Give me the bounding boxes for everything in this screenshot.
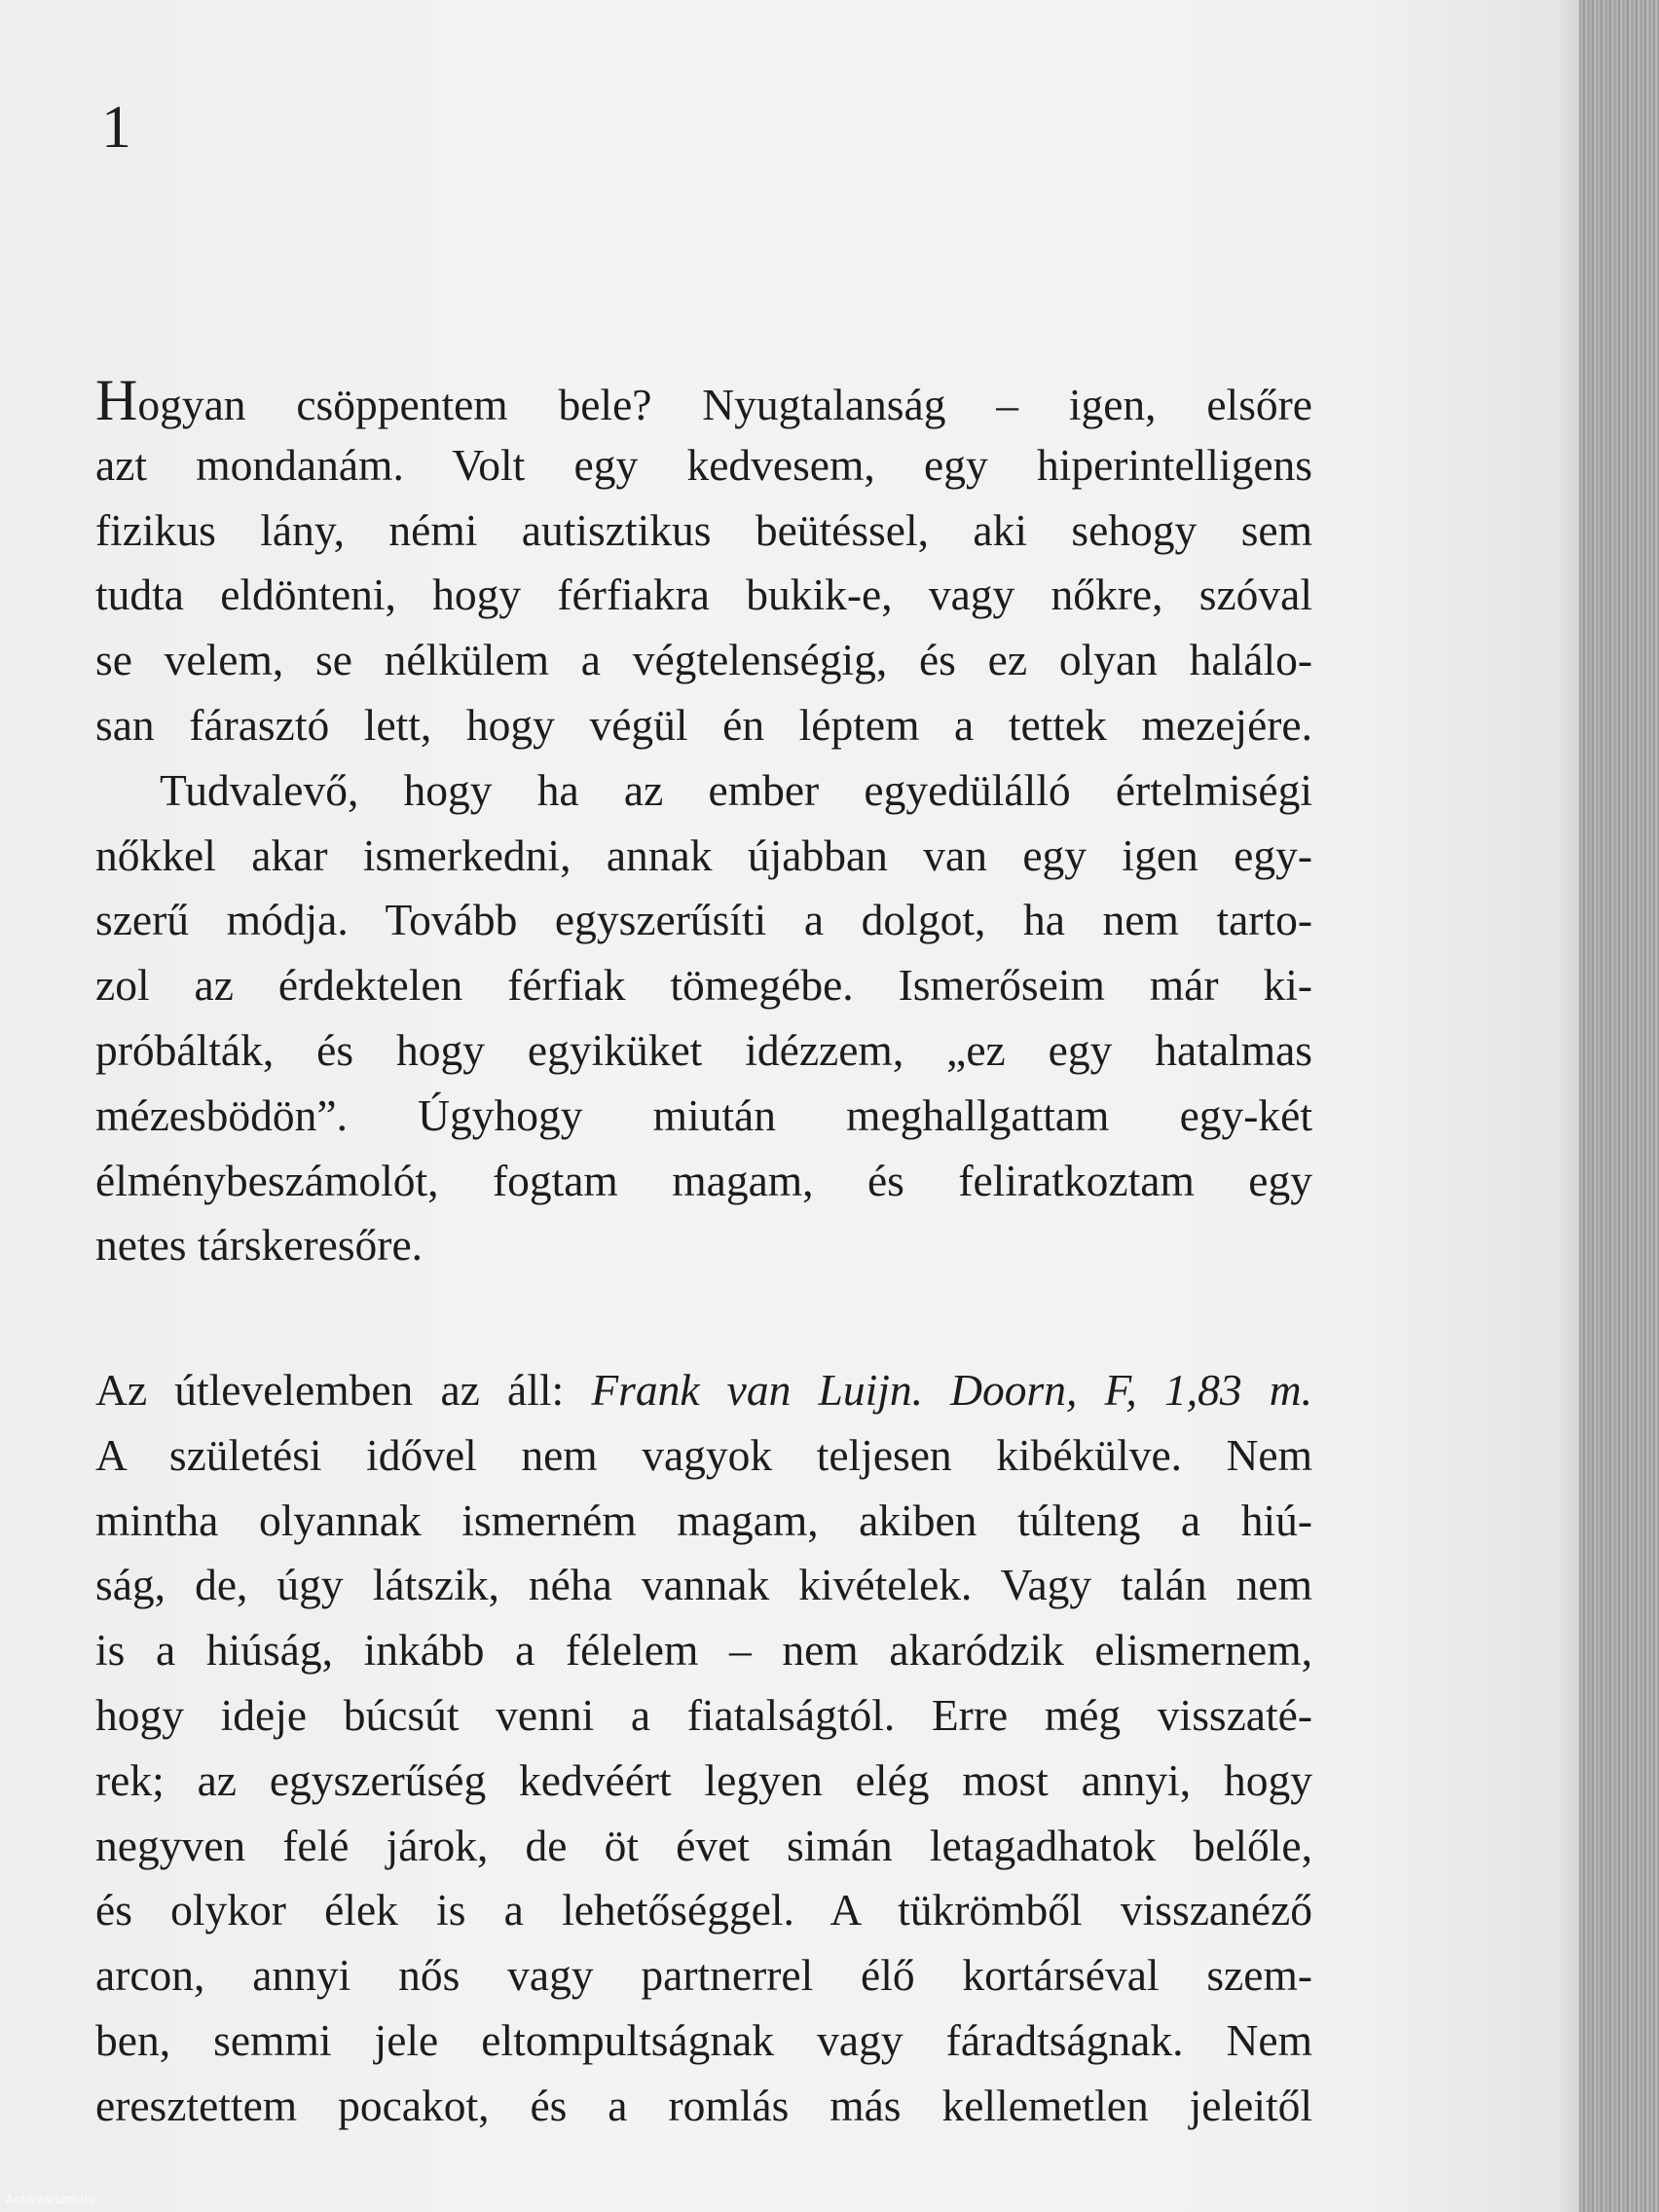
text-line: zol az érdektelen férfiak tömegébe. Ismerőseim már ki-: [95, 960, 1312, 1011]
text-line: ság, de, úgy látszik, néha vannak kivételek. Vagy talán nem: [95, 1560, 1312, 1610]
text-line: azt mondanám. Volt egy kedvesem, egy hiperintelligens: [95, 439, 1312, 490]
paragraph-1: [95, 368, 1312, 1278]
text-line: eresztettem pocakot, és a romlás más kellemetlen jeleitől: [95, 2080, 1312, 2130]
text-line: Tudvalevő, hogy ha az ember egyedülálló értelmiségi: [160, 764, 1312, 815]
text-line-content: ogyan csöppentem bele? Nyugtalanság – igen, elsőre: [137, 380, 1312, 429]
text-line: nőkkel akar ismerkedni, annak újabban van egy igen egy-: [95, 830, 1312, 880]
text-line: mézesbödön”. Úgyhogy miután meghallgattam egy-két: [95, 1089, 1312, 1140]
drop-cap: H: [95, 368, 138, 432]
text-line: és olykor élek is a lehetőséggel. A tükrömből visszanéző: [95, 1885, 1312, 1936]
text-line: is a hiúság, inkább a félelem – nem akaródzik elismernem,: [95, 1625, 1312, 1676]
text-line: negyven felé járok, de öt évet simán letagadhatok belőle,: [95, 1820, 1312, 1870]
text-line: ben, semmi jele eltompultságnak vagy fáradtságnak. Nem: [95, 2014, 1312, 2065]
passport-data: Frank van Luijn. Doorn, F, 1,83 m.: [591, 1365, 1312, 1415]
text-line: [95, 368, 1312, 433]
page-gutter-shadow: [1558, 0, 1579, 2212]
chapter-number: 1: [101, 94, 131, 161]
text-line: se velem, se nélkülem a végtelenségig, és ez olyan halálo-: [95, 635, 1312, 685]
text-line: mintha olyannak ismerném magam, akiben túlteng a hiú-: [95, 1494, 1312, 1545]
page-edges: [1579, 0, 1659, 2212]
text-line: arcon, annyi nős vagy partnerrel élő kortárséval szem-: [95, 1950, 1312, 2001]
text-line: san fárasztó lett, hogy végül én léptem a tettek mezejére.: [95, 699, 1312, 750]
text-line: fizikus lány, némi autisztikus beütéssel, aki sehogy sem: [95, 504, 1312, 555]
paragraph-3: [95, 1358, 1312, 2139]
text-line: tudta eldönteni, hogy férfiakra bukik-e, vagy nőkre, szóval: [95, 570, 1312, 620]
text-line: rek; az egyszerűség kedvéért legyen elég most annyi, hogy: [95, 1754, 1312, 1805]
text-line-content: Az útlevelemben az áll:: [95, 1365, 592, 1415]
text-line: szerű módja. Tovább egyszerűsíti a dolgot, ha nem tarto-: [95, 895, 1312, 945]
text-line: A születési idővel nem vagyok teljesen kibékülve. Nem: [95, 1429, 1312, 1480]
text-line: netes társkeresőre.: [95, 1220, 424, 1271]
text-line: próbálták, és hogy egyiküket idézzem, „ez egy hatalmas: [95, 1024, 1312, 1075]
text-line: hogy ideje búcsút venni a fiatalságtól. Erre még visszaté-: [95, 1689, 1312, 1740]
text-line: élménybeszámolót, fogtam magam, és feliratkoztam egy: [95, 1155, 1312, 1205]
text-line: [95, 1358, 1312, 1423]
watermark: Antikvarium.hu: [6, 2193, 95, 2206]
